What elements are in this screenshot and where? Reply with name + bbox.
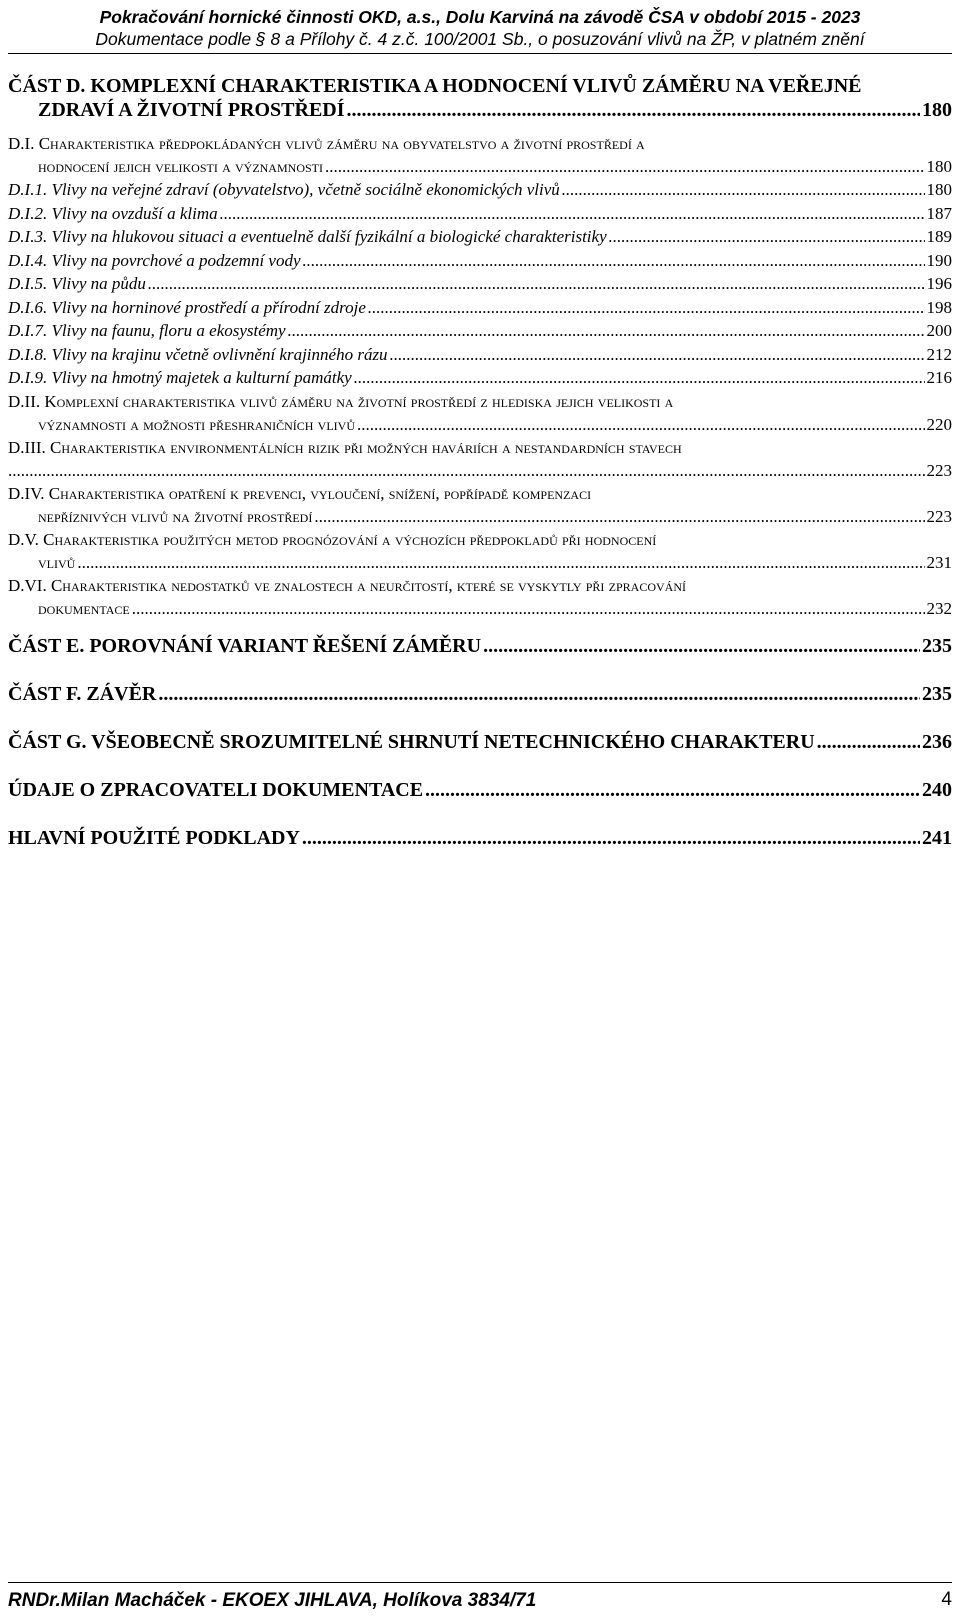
toc-subsection-title: D.I.7. Vlivy na faunu, floru a ekosystémy bbox=[8, 321, 286, 340]
toc-section-d-iii[interactable] bbox=[8, 436, 952, 482]
toc-section-number: D.IV. bbox=[8, 483, 45, 503]
toc-part-g[interactable] bbox=[8, 730, 952, 754]
page-header bbox=[0, 0, 960, 50]
toc-page-number: 223 bbox=[926, 460, 952, 480]
leader-dots bbox=[483, 634, 920, 658]
toc-section-d-ii[interactable] bbox=[8, 390, 952, 436]
toc-section-number: D.V. bbox=[8, 529, 39, 549]
toc-part-d[interactable] bbox=[8, 74, 952, 122]
toc-section-title: Charakteristika nedostatků ve znalostech a neurčitostí, které se vyskytly při zpracování bbox=[50, 575, 686, 595]
toc-subsection-title: D.I.2. Vlivy na ovzduší a klima bbox=[8, 203, 218, 223]
toc-page-number: 240 bbox=[922, 778, 952, 801]
leader-dots bbox=[425, 778, 920, 802]
leader-dots bbox=[288, 319, 925, 343]
header-subtitle: Dokumentace podle § 8 a Přílohy č. 4 z.č. 100/2001 Sb., o posuzování vlivů na ŽP, v platném znění bbox=[95, 29, 865, 49]
toc-section-number: D.VI. bbox=[8, 575, 47, 595]
toc-page-number: 189 bbox=[926, 227, 952, 246]
toc-page-number: 180 bbox=[922, 99, 952, 121]
leader-dots bbox=[220, 202, 925, 226]
toc-section-title-cont: dokumentace bbox=[38, 598, 130, 618]
toc-subsection[interactable] bbox=[8, 249, 952, 273]
toc-subsection[interactable] bbox=[8, 202, 952, 226]
leader-dots bbox=[302, 826, 920, 850]
toc-section-d-iv[interactable] bbox=[8, 482, 952, 528]
toc-part-e[interactable] bbox=[8, 634, 952, 658]
toc-part-title: ČÁST E. POROVNÁNÍ VARIANT ŘEŠENÍ ZÁMĚRU bbox=[8, 634, 482, 657]
toc-subsection-title: D.I.1. Vlivy na veřejné zdraví (obyvatelstvo), včetně sociálně ekonomických vlivů bbox=[8, 180, 560, 199]
toc-page-number: 196 bbox=[926, 274, 952, 293]
leader-dots bbox=[132, 597, 925, 620]
toc-subsection[interactable] bbox=[8, 366, 952, 390]
leader-dots bbox=[354, 366, 925, 390]
toc-page-number: 223 bbox=[926, 506, 952, 526]
leader-dots bbox=[609, 225, 925, 249]
toc-section-number: D.III. bbox=[8, 437, 46, 457]
toc-page-number: 187 bbox=[926, 203, 952, 223]
toc-subsection[interactable] bbox=[8, 319, 952, 343]
toc-page-number: 190 bbox=[926, 250, 952, 270]
toc-section-number: D.I. bbox=[8, 134, 35, 153]
toc-part-d-line1: ČÁST D. KOMPLEXNÍ CHARAKTERISTIKA A HODNOCENÍ VLIVŮ ZÁMĚRU NA VEŘEJNÉ bbox=[8, 75, 862, 97]
toc-subsection[interactable] bbox=[8, 296, 952, 320]
toc-page-number: 220 bbox=[926, 414, 952, 434]
header-title: Pokračování hornické činnosti OKD, a.s., Dolu Karviná na závodě ČSA v období 2015 - 2023 bbox=[99, 7, 861, 27]
leader-dots bbox=[303, 249, 925, 273]
toc-section-d-i[interactable] bbox=[8, 132, 952, 178]
footer-author: RNDr.Milan Macháček - EKOEX JIHLAVA, Holíkova 3834/71 bbox=[8, 1590, 537, 1611]
toc-page-number: 198 bbox=[926, 297, 952, 317]
toc-page-number: 180 bbox=[926, 180, 952, 199]
table-of-contents bbox=[8, 74, 952, 850]
toc-section-title-cont: významnosti a možnosti přeshraničních vlivů bbox=[38, 414, 355, 434]
leader-dots bbox=[562, 178, 925, 202]
leader-dots bbox=[390, 343, 925, 367]
toc-section-title: Charakteristika předpokládaných vlivů záměru na obyvatelstvo a životní prostředí a bbox=[38, 134, 645, 153]
leader-dots bbox=[325, 155, 925, 178]
toc-subsection[interactable] bbox=[8, 272, 952, 296]
header-rule bbox=[8, 53, 952, 54]
toc-subsection-title: D.I.3. Vlivy na hlukovou situaci a eventuelně další fyzikální a biologické charakteristiky bbox=[8, 227, 607, 246]
toc-page-number: 241 bbox=[922, 826, 952, 849]
toc-section-title: Charakteristika použitých metod prognózování a výchozích předpokladů při hodnocení bbox=[43, 529, 657, 549]
footer-rule bbox=[8, 1582, 952, 1583]
leader-dots bbox=[357, 413, 925, 436]
toc-section-d-vi[interactable] bbox=[8, 574, 952, 620]
toc-section-title: Charakteristika environmentálních rizik při možných haváriích a nestandardních stavech bbox=[50, 437, 682, 457]
toc-section-d-v[interactable] bbox=[8, 528, 952, 574]
toc-section-title-cont: hodnocení jejich velikosti a významnosti bbox=[38, 157, 323, 176]
toc-page-number: 180 bbox=[926, 157, 952, 176]
toc-subsection-title: D.I.4. Vlivy na povrchové a podzemní vody bbox=[8, 250, 301, 270]
toc-page-number: 235 bbox=[922, 682, 952, 705]
toc-part-title: HLAVNÍ POUŽITÉ PODKLADY bbox=[8, 826, 300, 849]
toc-subsection[interactable] bbox=[8, 225, 952, 249]
toc-section-title: Komplexní charakteristika vlivů záměru na životní prostředí z hlediska jejich velikosti a bbox=[44, 391, 674, 411]
toc-subsection-title: D.I.5. Vlivy na půdu bbox=[8, 274, 146, 293]
leader-dots bbox=[158, 682, 920, 706]
toc-section-title-cont: nepříznivých vlivů na životní prostředí bbox=[38, 506, 313, 526]
toc-page-number: 212 bbox=[926, 344, 952, 364]
leader-dots bbox=[148, 272, 925, 296]
toc-part-title: ČÁST F. ZÁVĚR bbox=[8, 682, 157, 705]
toc-udaje[interactable] bbox=[8, 778, 952, 802]
toc-section-title-cont: vlivů bbox=[38, 552, 76, 572]
leader-dots bbox=[347, 98, 920, 122]
toc-page-number: 235 bbox=[922, 634, 952, 657]
toc-page-number: 232 bbox=[926, 598, 952, 618]
toc-part-title: ÚDAJE O ZPRACOVATELI DOKUMENTACE bbox=[8, 778, 424, 801]
toc-page-number: 216 bbox=[926, 368, 952, 387]
toc-subsection-title: D.I.8. Vlivy na krajinu včetně ovlivnění krajinného rázu bbox=[8, 344, 388, 364]
leader-dots bbox=[314, 505, 924, 528]
toc-page-number: 231 bbox=[926, 552, 952, 572]
leader-dots bbox=[77, 551, 924, 574]
toc-section-title: Charakteristika opatření k prevenci, vyloučení, snížení, popřípadě kompenzaci bbox=[48, 483, 592, 503]
toc-part-title: ČÁST G. VŠEOBECNĚ SROZUMITELNÉ SHRNUTÍ NETECHNICKÉHO CHARAKTERU bbox=[8, 730, 815, 753]
toc-subsection[interactable] bbox=[8, 343, 952, 367]
toc-part-d-line2: ZDRAVÍ A ŽIVOTNÍ PROSTŘEDÍ bbox=[38, 99, 345, 121]
toc-subsection[interactable] bbox=[8, 178, 952, 202]
toc-section-number: D.II. bbox=[8, 391, 41, 411]
footer-page-number: 4 bbox=[941, 1589, 952, 1610]
leader-dots bbox=[817, 730, 920, 754]
toc-subsection-title: D.I.9. Vlivy na hmotný majetek a kulturní památky bbox=[8, 368, 352, 387]
toc-subsection-title: D.I.6. Vlivy na horninové prostředí a přírodní zdroje bbox=[8, 297, 366, 317]
toc-podklady[interactable] bbox=[8, 826, 952, 850]
toc-page-number: 236 bbox=[922, 730, 952, 753]
leader-dots bbox=[8, 459, 925, 482]
page-footer bbox=[8, 1582, 952, 1613]
toc-page-number: 200 bbox=[926, 321, 952, 340]
leader-dots bbox=[368, 296, 925, 320]
toc-part-f[interactable] bbox=[8, 682, 952, 706]
